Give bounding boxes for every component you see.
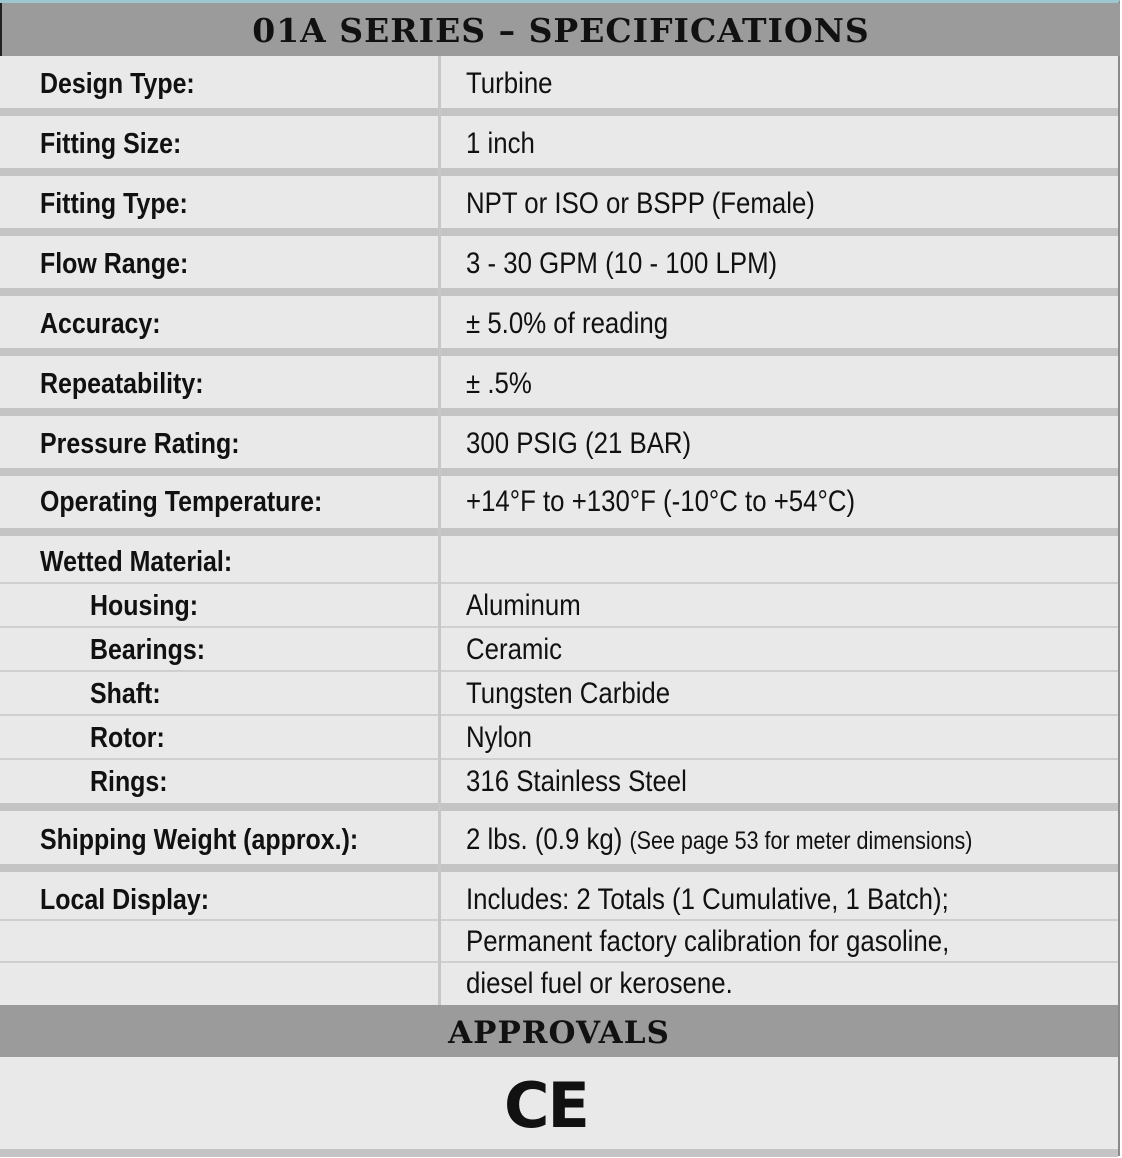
spec-label: Shipping Weight (approx.): bbox=[40, 824, 359, 856]
wetted-label: Rings: bbox=[90, 766, 168, 798]
row-divider bbox=[0, 864, 1118, 872]
spec-row-shipping-weight bbox=[0, 811, 1118, 864]
approvals-heading: APPROVALS bbox=[0, 1005, 1118, 1057]
spec-value: ± 5.0% of reading bbox=[466, 307, 669, 340]
approvals-area bbox=[0, 1057, 1118, 1149]
row-divider bbox=[0, 528, 1118, 536]
wetted-value: Nylon bbox=[466, 721, 532, 754]
wetted-value: Ceramic bbox=[466, 633, 563, 666]
wetted-row-housing bbox=[0, 584, 1118, 626]
row-divider bbox=[0, 408, 1118, 416]
spec-row-fitting-type bbox=[0, 176, 1118, 228]
spec-row-pressure-rating bbox=[0, 416, 1118, 468]
spec-label: Wetted Material: bbox=[40, 546, 233, 578]
spec-label: Fitting Size: bbox=[40, 128, 182, 160]
spec-label: Fitting Type: bbox=[40, 188, 188, 220]
row-divider bbox=[0, 168, 1118, 176]
wetted-row-rotor bbox=[0, 716, 1118, 758]
spec-row-accuracy bbox=[0, 296, 1118, 348]
spec-row-wetted-material bbox=[0, 536, 1118, 582]
wetted-label: Bearings: bbox=[90, 634, 206, 666]
spec-row-local-display bbox=[0, 872, 1118, 919]
wetted-row-rings bbox=[0, 760, 1118, 803]
spec-row-fitting-size bbox=[0, 116, 1118, 168]
spec-value: Turbine bbox=[466, 67, 553, 100]
spec-value: 1 inch bbox=[466, 127, 535, 160]
spec-value: ± .5% bbox=[466, 367, 532, 400]
spec-value: 300 PSIG (21 BAR) bbox=[466, 427, 692, 460]
spec-label: Pressure Rating: bbox=[40, 428, 240, 460]
spec-value: NPT or ISO or BSPP (Female) bbox=[466, 187, 815, 220]
row-divider bbox=[0, 108, 1118, 116]
wetted-row-bearings bbox=[0, 628, 1118, 670]
wetted-value: 316 Stainless Steel bbox=[466, 765, 687, 798]
spec-value: +14°F to +130°F (-10°C to +54°C) bbox=[466, 485, 856, 518]
shipping-weight-note: (See page 53 for meter dimensions) bbox=[629, 827, 973, 855]
spec-label: Operating Temperature: bbox=[40, 486, 323, 518]
display-line: Includes: 2 Totals (1 Cumulative, 1 Batch); bbox=[466, 883, 949, 916]
row-divider bbox=[0, 468, 1118, 476]
display-line: Permanent factory calibration for gasoline, bbox=[466, 925, 950, 958]
row-divider bbox=[0, 228, 1118, 236]
spec-value bbox=[466, 811, 972, 870]
spec-row-operating-temperature bbox=[0, 476, 1118, 528]
row-divider bbox=[0, 803, 1118, 811]
spec-label: Accuracy: bbox=[40, 308, 161, 340]
ce-mark-icon: CE bbox=[504, 1069, 588, 1142]
row-divider bbox=[0, 288, 1118, 296]
display-line: diesel fuel or kerosene. bbox=[466, 967, 733, 1000]
spec-label: Design Type: bbox=[40, 68, 195, 100]
spec-value: 3 - 30 GPM (10 - 100 LPM) bbox=[466, 247, 778, 280]
display-row-2 bbox=[0, 921, 1118, 961]
spec-label: Repeatability: bbox=[40, 368, 204, 400]
display-row-3 bbox=[0, 963, 1118, 1005]
wetted-row-shaft bbox=[0, 672, 1118, 714]
spec-row-design-type bbox=[0, 56, 1118, 108]
sheet-title: 01A SERIES – SPECIFICATIONS bbox=[0, 3, 1120, 56]
spec-row-flow-range bbox=[0, 236, 1118, 288]
wetted-label: Rotor: bbox=[90, 722, 165, 754]
spec-label: Flow Range: bbox=[40, 248, 189, 280]
wetted-label: Housing: bbox=[90, 590, 199, 622]
column-divider bbox=[438, 56, 441, 1005]
shipping-weight-value: 2 lbs. (0.9 kg) bbox=[466, 823, 623, 856]
spec-label: Local Display: bbox=[40, 884, 210, 916]
spec-row-repeatability bbox=[0, 356, 1118, 408]
wetted-label: Shaft: bbox=[90, 678, 161, 710]
wetted-value: Tungsten Carbide bbox=[466, 677, 671, 710]
bottom-divider bbox=[0, 1149, 1118, 1157]
row-divider bbox=[0, 348, 1118, 356]
wetted-value: Aluminum bbox=[466, 589, 581, 622]
